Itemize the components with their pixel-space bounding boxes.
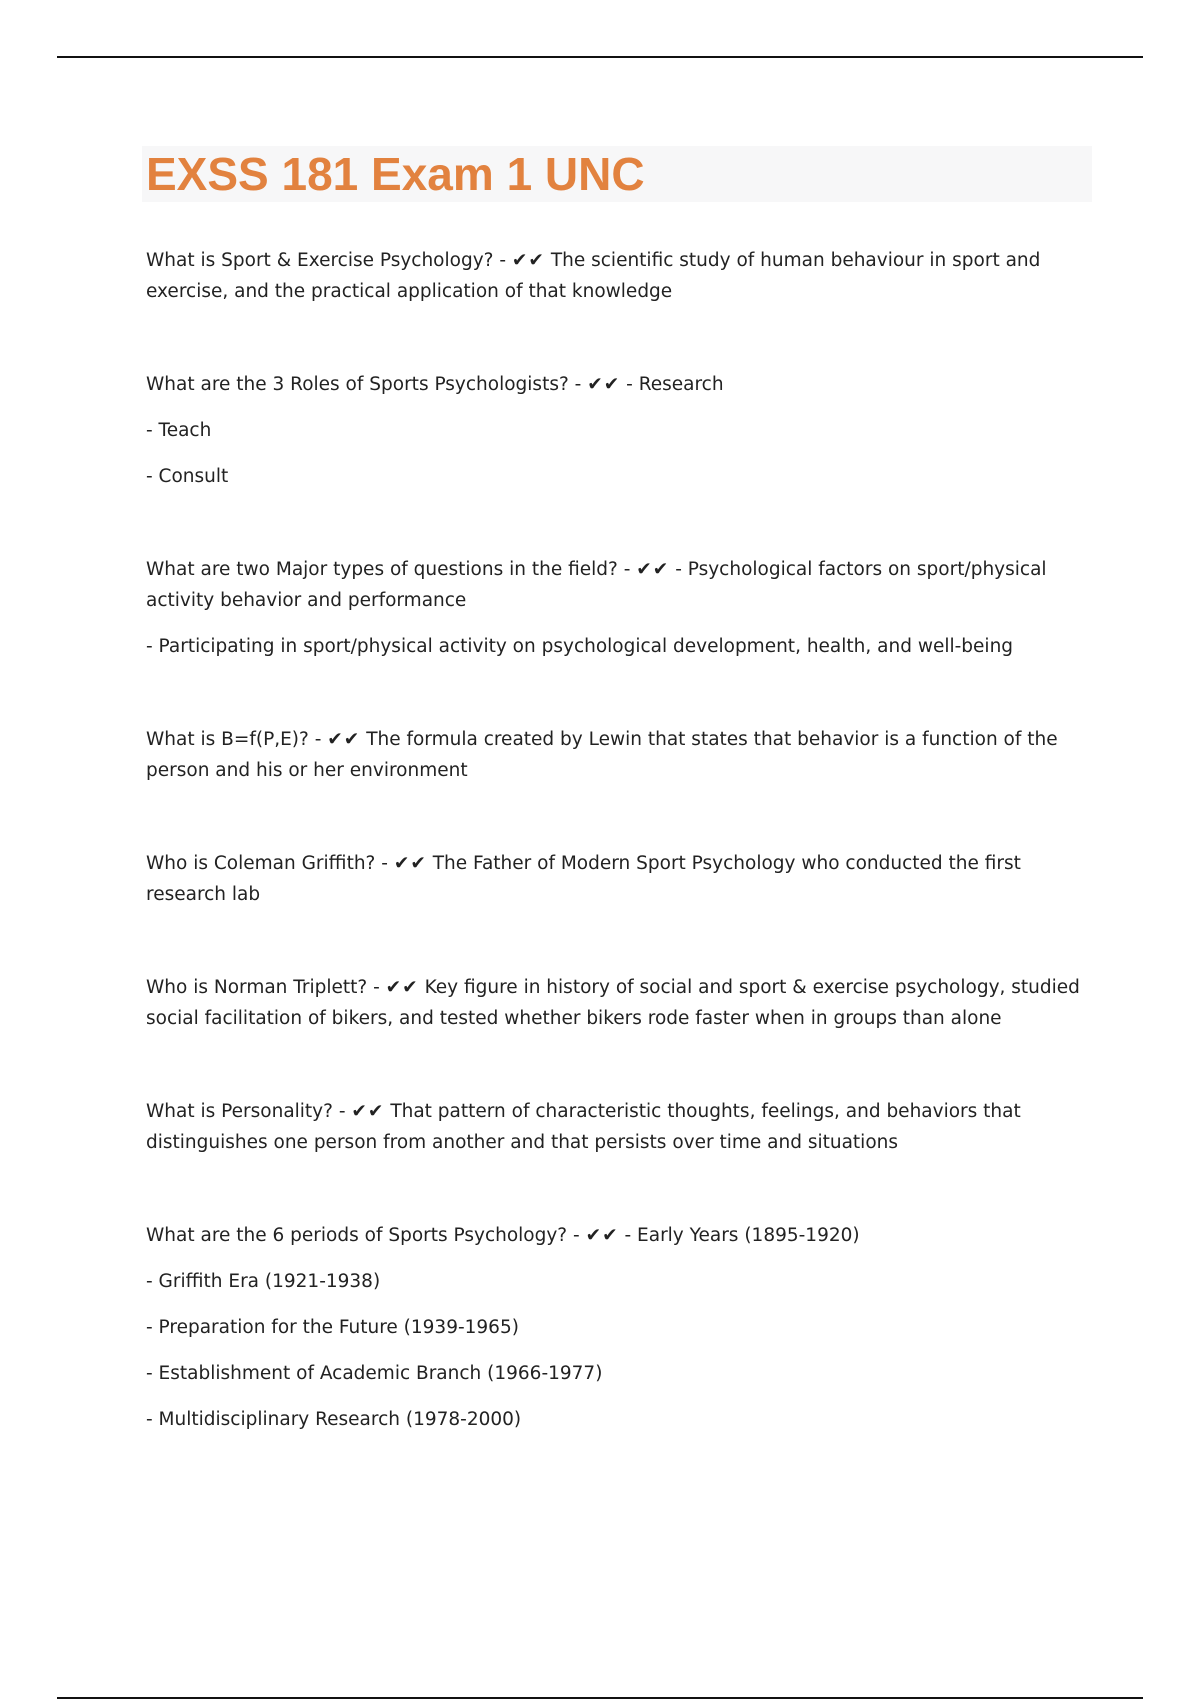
answer-bullet: - Preparation for the Future (1939-1965) <box>146 1317 519 1338</box>
question-text: What is Sport & Exercise Psychology? - <box>146 250 507 271</box>
double-check-icon: ✔✔ <box>587 374 621 395</box>
answer-text: The Father of Modern Sport Psychology who conducted the first research lab <box>146 853 1021 905</box>
qa-item <box>146 245 1086 307</box>
answer-text: - Psychological factors on sport/physical activity behavior and performance <box>146 559 1047 611</box>
double-check-icon: ✔✔ <box>385 977 419 998</box>
answer-text: The formula created by Lewin that states that behavior is a function of the person and his or her environment <box>146 729 1058 781</box>
answer-bullet: - Establishment of Academic Branch (1966-1977) <box>146 1363 603 1384</box>
qa-item <box>146 369 1086 492</box>
double-check-icon: ✔✔ <box>393 853 427 874</box>
qa-item <box>146 1096 1086 1158</box>
double-check-icon: ✔✔ <box>351 1101 385 1122</box>
document-title: EXSS 181 Exam 1 UNC <box>146 148 645 200</box>
answer-bullet: - Multidisciplinary Research (1978-2000) <box>146 1409 522 1430</box>
qa-item <box>146 1220 1086 1435</box>
question-text: Who is Norman Triplett? - <box>146 977 380 998</box>
qa-item <box>146 848 1086 910</box>
answer-bullet: - Consult <box>146 466 229 487</box>
answer-bullet: - Teach <box>146 420 212 441</box>
question-text: What is Personality? - <box>146 1101 346 1122</box>
bottom-rule <box>57 1697 1143 1699</box>
answer-text: The scientific study of human behaviour in sport and exercise, and the practical application of that knowledge <box>146 250 1041 302</box>
qa-item <box>146 554 1086 662</box>
question-text: Who is Coleman Griffith? - <box>146 853 388 874</box>
answer-text: - Research <box>626 374 724 395</box>
double-check-icon: ✔✔ <box>511 250 545 271</box>
answer-bullet: - Participating in sport/physical activity on psychological development, health, and well-being <box>146 636 1014 657</box>
qa-item <box>146 724 1086 786</box>
double-check-icon: ✔✔ <box>327 729 361 750</box>
answer-bullet: - Griffith Era (1921-1938) <box>146 1271 381 1292</box>
question-text: What is B=f(P,E)? - <box>146 729 322 750</box>
question-text: What are two Major types of questions in the field? - <box>146 559 631 580</box>
double-check-icon: ✔✔ <box>636 559 670 580</box>
question-text: What are the 6 periods of Sports Psychology? - <box>146 1225 580 1246</box>
title-banner <box>142 146 1092 202</box>
qa-list <box>146 245 1086 1497</box>
answer-text: - Early Years (1895-1920) <box>624 1225 860 1246</box>
question-text: What are the 3 Roles of Sports Psychologists? - <box>146 374 582 395</box>
qa-item <box>146 972 1086 1034</box>
double-check-icon: ✔✔ <box>585 1225 619 1246</box>
answer-text: Key figure in history of social and sport & exercise psychology, studied social facilitation of bikers, and tested whether bikers rode faster when in groups than alone <box>146 977 1080 1029</box>
answer-text: That pattern of characteristic thoughts, feelings, and behaviors that distinguishes one person from another and that persists over time and situations <box>146 1101 1021 1153</box>
top-rule <box>57 56 1143 58</box>
